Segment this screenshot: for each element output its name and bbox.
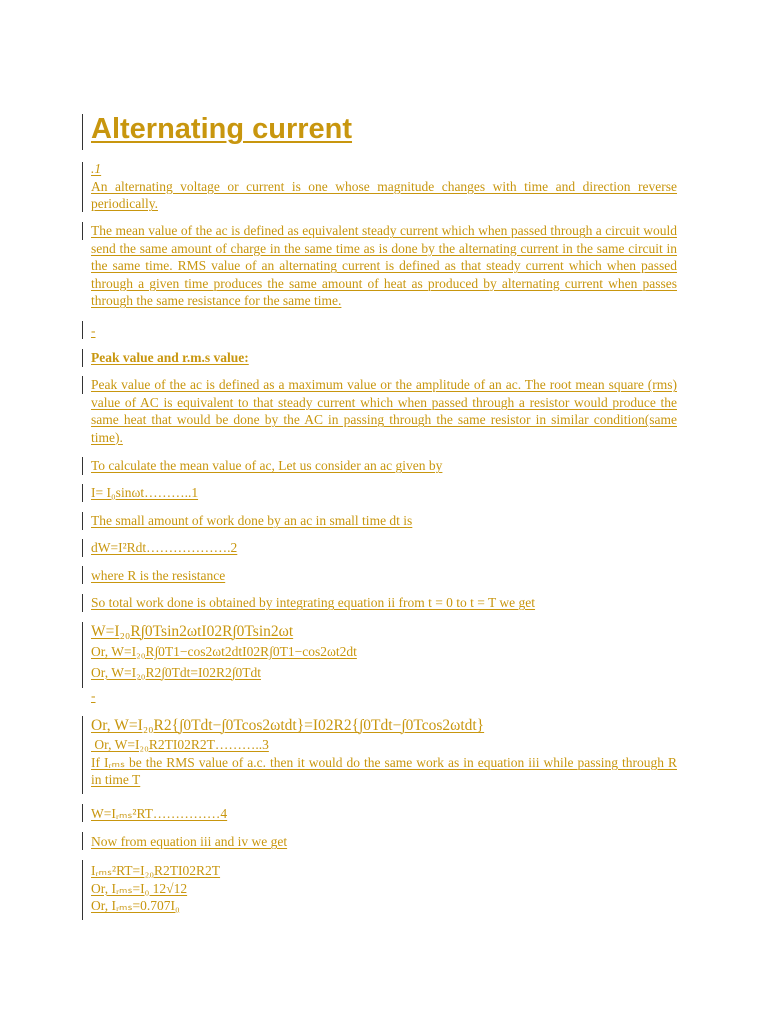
paragraph-bar [82,716,83,794]
section-mark: .1 [91,161,102,176]
paragraph-bar [82,321,83,339]
paragraph-bar [82,594,83,612]
paragraph-bar [82,860,83,920]
now-line: Now from equation iii and iv we get [91,834,288,849]
small-work-line: The small amount of work done by an ac in small time dt is [91,513,413,528]
title-bar [82,114,83,150]
paragraph-bar [82,512,83,530]
paragraph-bar [82,376,83,394]
work-line-1: W=I₂₀R∫0Tsin2ωtI02R∫0Tsin2ωt [91,623,294,640]
paragraph-bar [82,222,83,240]
blank-line: - [91,688,96,703]
equation-4: W=Iᵣₘₛ²RT……………4 [91,806,228,821]
paragraph-bar [82,349,83,367]
result-line-1: Iᵣₘₛ²RT=I₂₀R2TI02R2T [91,863,221,878]
work-continuation [91,716,677,789]
rms-result [91,862,677,915]
paragraph-bar [82,804,83,822]
page-title: Alternating current [91,113,353,145]
equation-2: dW=I²Rdt……………….2 [91,540,238,555]
result-line-3: Or, Iᵣₘₛ=0.707I₀ [91,898,180,913]
mean-rms-paragraph: The mean value of the ac is defined as equivalent steady current which when passed through a circuit would send the same amount of charge in the same time as is done by the alternating current in the same circuit in the same time. RMS value of an alternating current is defined as that steady current which when passed through a given time produces the same amount of heat as produced by alternating current when passes through the same resistance for the same time. [91,223,677,308]
work-line-5: Or, W=I₂₀R2TI02R2T………..3 [91,737,269,752]
where-r-line: where R is the resistance [91,568,226,583]
calc-line: To calculate the mean value of ac, Let us consider an ac given by [91,458,443,473]
blank-line: - [91,323,96,338]
intro-text: An alternating voltage or current is one whose magnitude changes with time and direction reverse periodically. [91,178,677,211]
intro-paragraph [91,160,677,213]
paragraph-bar [82,539,83,557]
work-derivation [91,622,677,705]
irms-paragraph: If Iᵣₘₛ be the RMS value of a.c. then it would do the same work as in equation iii while passing through R in time T [91,754,677,787]
peak-paragraph: Peak value of the ac is defined as a maximum value or the amplitude of an ac. The root mean square (rms) value of AC is equivalent to that steady current which when passed through a resistor would produce the same heat that would be done by the AC in passing through the same resistor in similar condition(same time). [91,377,677,445]
paragraph-bar [82,832,83,850]
paragraph-bar [82,566,83,584]
work-line-2: Or, W=I₂₀R∫0T1−cos2ωt2dtI02R∫0T1−cos2ωt2dt [91,644,357,659]
equation-1: I= I₀sinωt………..1 [91,485,199,500]
paragraph-bar [82,622,83,688]
work-line-4: Or, W=I₂₀R2{∫0Tdt−∫0Tcos2ωtdt}=I02R2{∫0Tdt−∫0Tcos2ωtdt} [91,717,485,734]
section-bar [82,162,83,212]
section-heading: Peak value and r.m.s value: [91,350,249,365]
paragraph-bar [82,484,83,502]
paragraph-bar [82,457,83,475]
total-work-line: So total work done is obtained by integrating equation ii from t = 0 to t = T we get [91,595,536,610]
result-line-2: Or, Iᵣₘₛ=I₀ 12√12 [91,880,188,896]
work-line-3: Or, W=I₂₀R2∫0Tdt=I02R2∫0Tdt [91,664,261,680]
